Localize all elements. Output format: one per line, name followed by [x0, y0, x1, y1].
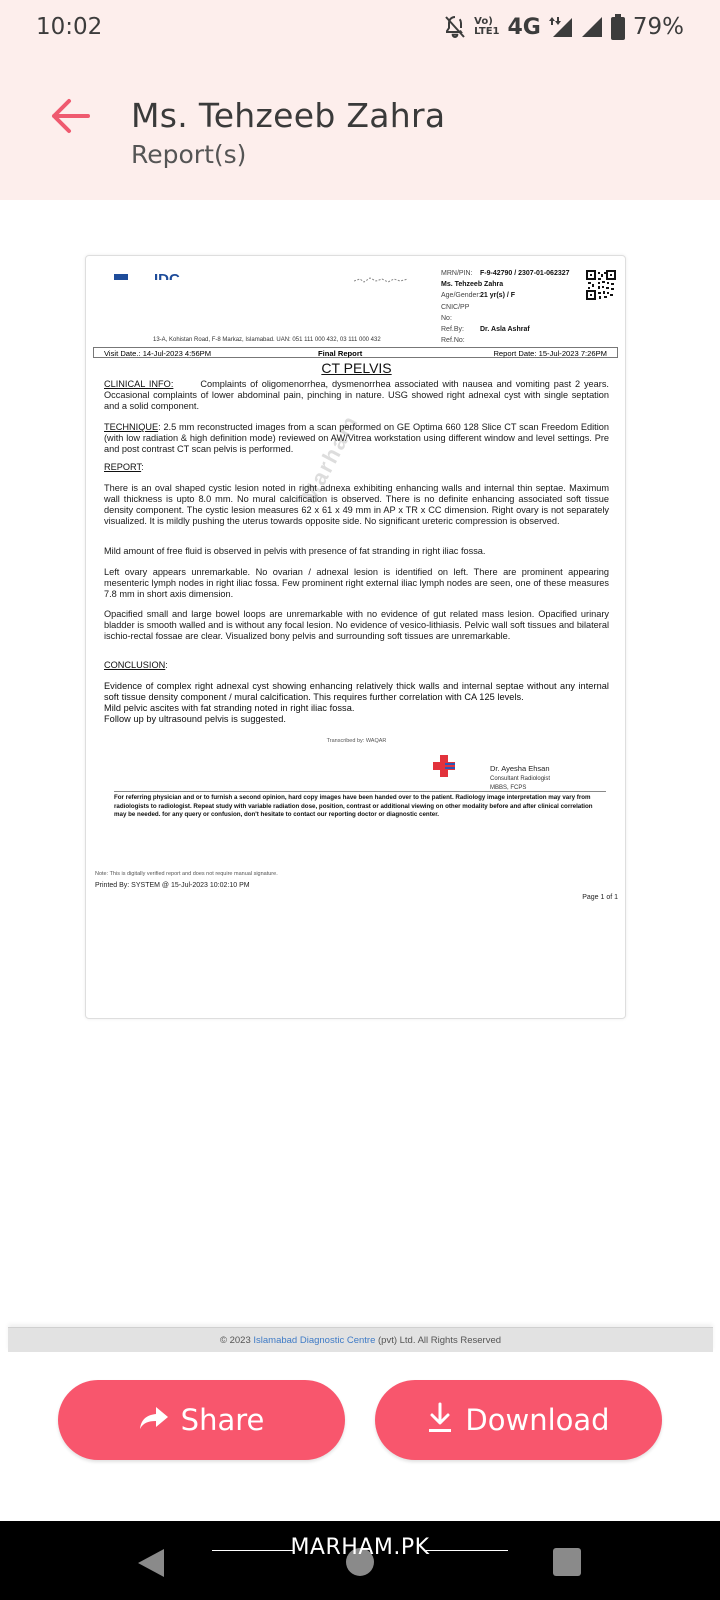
- share-button[interactable]: [58, 1380, 345, 1460]
- printed-by: Printed By: SYSTEM @ 15-Jul-2023 10:02:10 PM: [95, 882, 250, 889]
- visit-date: Visit Date.: 14-Jul-2023 4:56PM: [104, 349, 212, 358]
- page-subtitle: Report(s): [131, 140, 247, 169]
- battery-percent: 79%: [632, 14, 684, 40]
- network-type: 4G: [507, 14, 541, 40]
- download-button[interactable]: [375, 1380, 662, 1460]
- clinical-text: Complaints of oligomenorrhea, dysmenorrhea associated with nausea and vomiting past 2 years. Occasional complaints of lower abdominal pain, pinching in nature. USG showed right adnexal cyst with single septation and a solid component.: [104, 379, 609, 411]
- back-button[interactable]: [44, 92, 96, 144]
- mrn-value: F-9-42790 / 2307-01-062327: [480, 270, 570, 277]
- report-paragraph-3: Left ovary appears unremarkable. No ovarian / adnexal lesion is identified on left. There are prominent appearing mesenteric lymph nodes in right iliac fossa. Few prominent right external iliac lymph nodes are seen, one of these measures 7.8 mm in short axis dimension.: [104, 567, 609, 599]
- signal-icon: [581, 16, 603, 38]
- patient-name-title: Ms. Tehzeeb Zahra: [131, 96, 446, 135]
- logo-text: IDC: [154, 271, 180, 288]
- disclaimer: For referring physician and or to furnish a second opinion, hard copy images have been handed over to the patient. Radiology image interpretation may vary from radiologists to radiologist. Repeat study with variable radiation dose, position, contrast or additional viewing on other modality before and after clinical correlation may be needed. for any query or confusion, don't hesitate to contact our reporting doctor or diagnostic center.: [114, 791, 606, 820]
- conclusion-heading: CONCLUSION: [104, 660, 166, 670]
- age-value: 21 yr(s) / F: [480, 292, 516, 300]
- report-title: CT PELVIS: [321, 360, 392, 376]
- back-arrow-icon: [50, 98, 90, 139]
- status-time: 10:02: [36, 14, 103, 40]
- report-heading-block: REPORT:: [104, 462, 144, 472]
- status-bar: [0, 0, 720, 56]
- share-icon: [139, 1406, 169, 1435]
- refby-value: Dr. Asla Ashraf: [480, 326, 530, 334]
- lab-logo: [114, 270, 204, 288]
- mrn-label: MRN/PIN:: [441, 270, 473, 277]
- doctor-degrees: MBBS, FCPS: [490, 785, 527, 791]
- watermark: Marham: [296, 410, 364, 508]
- report-document[interactable]: [85, 255, 626, 1019]
- conclusion-3: Follow up by ultrasound pelvis is suggested.: [104, 714, 286, 724]
- qr-code: [586, 270, 616, 300]
- doctor-name: Dr. Ayesha Ehsan: [490, 764, 550, 773]
- visit-info-bar: [93, 347, 618, 358]
- digital-note: Note: This is digitally verified report and does not require manual signature.: [95, 871, 278, 877]
- company-link[interactable]: Islamabad Diagnostic Centre: [253, 1335, 376, 1346]
- patient-name: Ms. Tehzeeb Zahra: [441, 281, 504, 289]
- status-icons: [444, 12, 684, 42]
- report-paragraph-1: There is an oval shaped cystic lesion noted in right adnexa exhibiting enhancing walls and internal thin septae. Maximum wall thickness is upto 8.0 mm. No mural calcification is observed. There is no definite enhancing associated soft tissue density component. The cystic lesion measures 62 x 61 x 49 mm in AP x TR x CC dimension. Right ovary is not separately visualized. It is mildly pushing the uterus towards opposite side. No significant ureteric compression is observed.: [104, 483, 609, 526]
- clinic-cross-icon: [432, 754, 456, 783]
- conclusion-1: Evidence of complex right adnexal cyst showing enhancing relatively thick walls and internal septae without any internal soft tissue density component / mural calcification. This requires further correlation with CA 125 levels.: [104, 681, 609, 702]
- report-date: Report Date: 15-Jul-2023 7:26PM: [493, 349, 607, 358]
- refby-label: Ref.By:: [441, 326, 464, 334]
- technique-heading: TECHNIQUE: [104, 422, 159, 432]
- notifications-off-icon: [444, 15, 466, 39]
- patient-details: [441, 268, 570, 346]
- copyright-prefix: © 2023: [219, 1335, 254, 1346]
- header-scribble: [354, 270, 414, 276]
- transcribed-by: Transcribed by: WAQAR: [326, 738, 387, 744]
- system-nav-bar: [0, 1521, 720, 1600]
- final-report-label: Final Report: [318, 349, 363, 358]
- age-label: Age/Gender:: [441, 292, 481, 300]
- technique: [104, 422, 609, 455]
- download-label: Download: [465, 1403, 610, 1437]
- report-paragraph-2: Mild amount of free fluid is observed in pelvis with presence of fat stranding in right iliac fossa.: [104, 546, 486, 556]
- volte-indicator: Vo) LTE1: [474, 16, 500, 37]
- conclusion-2: Mild pelvic ascites with fat stranding noted in right iliac fossa.: [104, 703, 355, 713]
- lab-address: 13-A, Kohistan Road, F-8 Markaz, Islamabad. UAN: 051 111 000 432, 03 111 000 432: [153, 337, 381, 343]
- marham-brand-watermark: MARHAM.PK: [290, 1535, 430, 1560]
- download-icon: [427, 1402, 453, 1439]
- top-header-area: [0, 0, 720, 200]
- data-arrows-signal-icon: [549, 16, 573, 38]
- copyright-footer: [8, 1327, 713, 1352]
- conclusion-heading-block: CONCLUSION:: [104, 660, 168, 670]
- clinical-info: [104, 379, 609, 412]
- page-number: Page 1 of 1: [582, 894, 618, 901]
- cnic-label: CNIC/PP No:: [441, 303, 470, 322]
- conclusion-text: [104, 681, 609, 725]
- refno-label: Ref.No:: [441, 337, 465, 345]
- share-label: Share: [180, 1403, 265, 1437]
- doctor-title: Consultant Radiologist: [490, 776, 551, 782]
- copyright-suffix: (pvt) Ltd. All Rights Reserved: [375, 1335, 502, 1346]
- report-heading: REPORT: [104, 462, 142, 472]
- technique-text: : 2.5 mm reconstructed images from a scan performed on GE Optima 660 128 Slice CT scan Freedom Edition (with low radiation & high definition mode) reviewed on AW/Vitrea workstation using different window and level settings. Pre and post contrast CT scan pelvis is performed.: [104, 422, 609, 454]
- report-paragraph-4: Opacified small and large bowel loops are unremarkable with no evidence of gut related mass lesion. Opacified urinary bladder is smooth walled and is without any focal lesion. No evidence of vesico-lithiasis. Pelvic wall soft tissues and bilateral ischio-rectal fossae are clear. Visualized bony pelvis and surrounding soft tissues are unremarkable.: [104, 609, 609, 641]
- battery-icon: [611, 14, 625, 40]
- clinical-heading: CLINICAL INFO:: [104, 379, 174, 389]
